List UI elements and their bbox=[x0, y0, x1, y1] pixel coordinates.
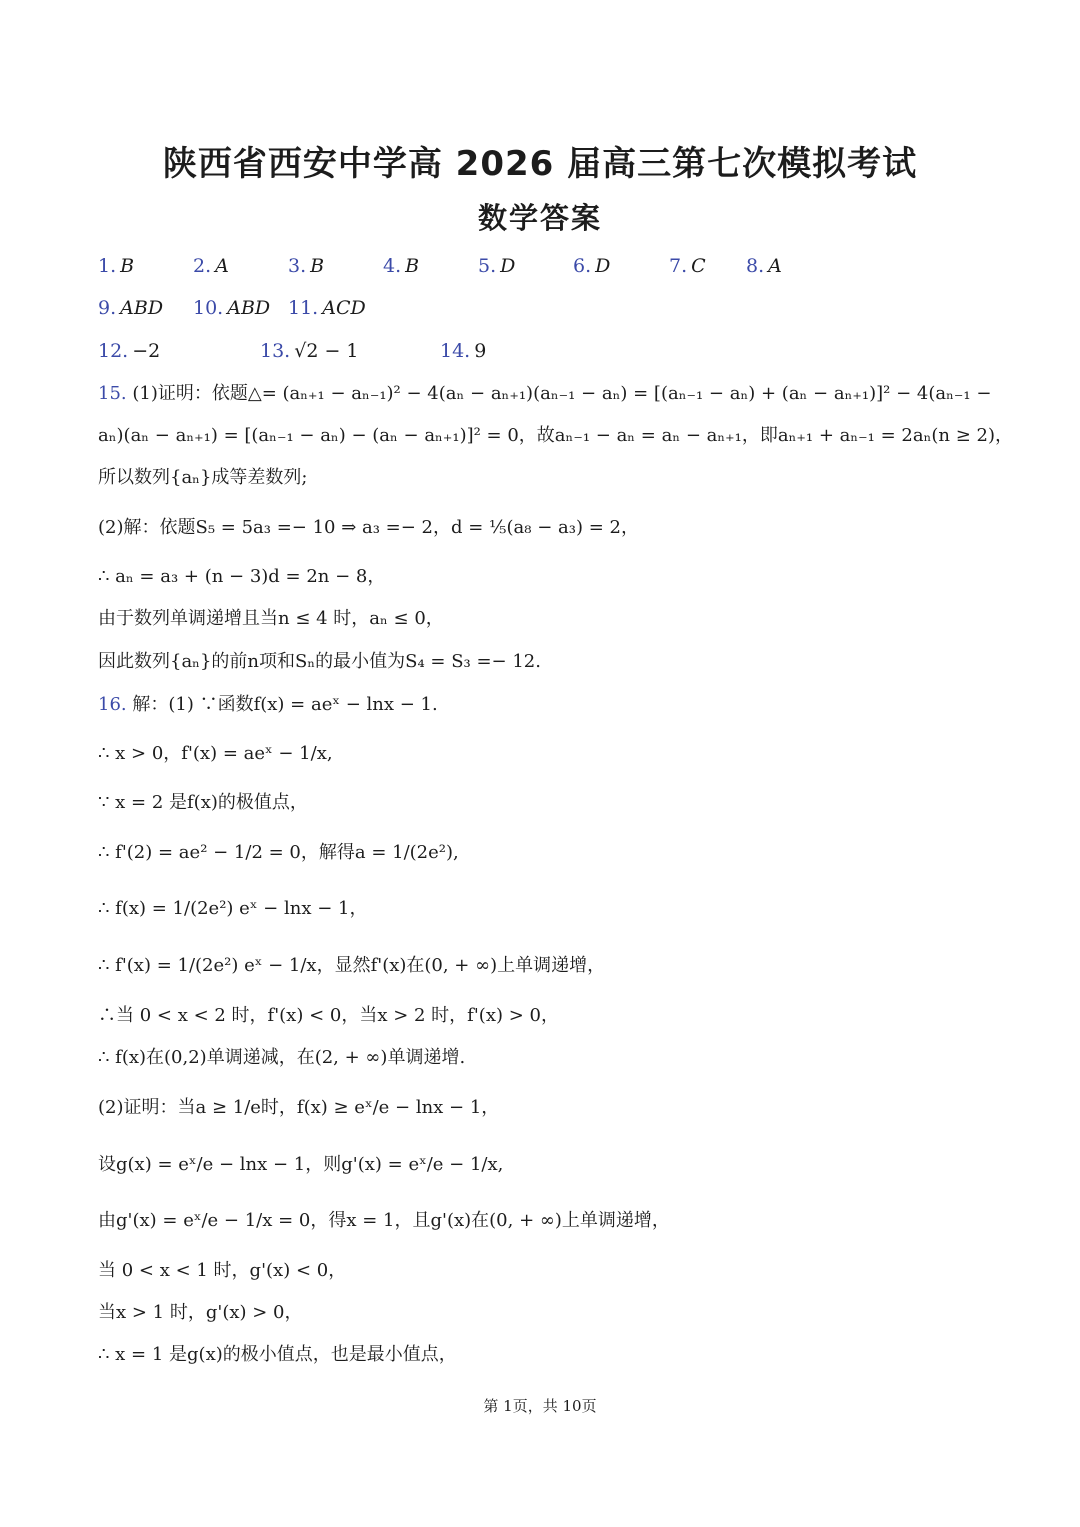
answer-item: 5. D bbox=[478, 255, 516, 277]
q16-line-2: ∴ x > 0，f'(x) = aeˣ − 1/x, bbox=[98, 743, 333, 764]
q16-line-11: 由g'(x) = eˣ/e − 1/x = 0，得x = 1，且g'(x)在(0, + ∞)上单调递增， bbox=[98, 1210, 670, 1231]
q16-line-10: 设g(x) = eˣ/e − lnx − 1，则g'(x) = eˣ/e − 1/x, bbox=[98, 1154, 504, 1175]
answer-item: 3. B bbox=[288, 255, 325, 277]
page-footer: 第 1页，共 10页 bbox=[483, 1397, 597, 1415]
q16-line-5: ∴ f(x) = 1/(2e²) eˣ − lnx − 1， bbox=[98, 898, 368, 919]
q16-line-7: ∴当 0 < x < 2 时，f'(x) < 0，当x > 2 时，f'(x) > 0， bbox=[98, 1005, 559, 1026]
q16-line-9: (2)证明：当a ≥ 1/e时，f(x) ≥ eˣ/e − lnx − 1， bbox=[98, 1097, 500, 1118]
q16-line-3: ∵ x = 2 是f(x)的极值点， bbox=[98, 792, 308, 813]
q15-line-4: (2)解：依题S₅ = 5a₃ =− 10 ⇒ a₃ =− 2，d = ⅕(a₈ − a₃) = 2， bbox=[98, 517, 639, 538]
q15-line-3: 所以数列{aₙ}成等差数列; bbox=[98, 467, 308, 488]
q15-line-2: aₙ)(aₙ − aₙ₊₁) = [(aₙ₋₁ − aₙ) − (aₙ − aₙ₊₁)]² = 0，故aₙ₋₁ − aₙ = aₙ − aₙ₊₁，即aₙ₊₁ + aₙ₋₁ = 2aₙ(n ≥ 2)， bbox=[98, 425, 1013, 446]
answer-item: 13. √2 − 1 bbox=[260, 340, 359, 362]
q16-line-4: ∴ f'(2) = ae² − 1/2 = 0，解得a = 1/(2e²), bbox=[98, 842, 459, 863]
answer-item: 12. −2 bbox=[98, 340, 161, 362]
answer-item: 2. A bbox=[193, 255, 229, 277]
q15-line-7: 因此数列{aₙ}的前n项和Sₙ的最小值为S₄ = S₃ =− 12. bbox=[98, 651, 541, 672]
q15-line-1: 15. (1)证明：依题△= (aₙ₊₁ − aₙ₋₁)² − 4(aₙ − aₙ₊₁)(aₙ₋₁ − aₙ) = [(aₙ₋₁ − aₙ) + (aₙ − aₙ₊₁)]² − 4(aₙ₋₁ − bbox=[98, 383, 992, 404]
q16-line-6: ∴ f'(x) = 1/(2e²) eˣ − 1/x，显然f'(x)在(0, + ∞)上单调递增， bbox=[98, 955, 606, 976]
answer-item: 6. D bbox=[573, 255, 611, 277]
q16-line-8: ∴ f(x)在(0,2)单调递减，在(2, + ∞)单调递增. bbox=[98, 1047, 466, 1068]
q16-line-12: 当 0 < x < 1 时，g'(x) < 0， bbox=[98, 1260, 347, 1281]
answer-item: 11. ACD bbox=[288, 297, 366, 319]
q15-line-5: ∴ aₙ = a₃ + (n − 3)d = 2n − 8， bbox=[98, 566, 386, 587]
q16-line-14: ∴ x = 1 是g(x)的极小值点，也是最小值点， bbox=[98, 1344, 457, 1365]
q16-line-13: 当x > 1 时，g'(x) > 0， bbox=[98, 1302, 303, 1323]
answer-item: 7. C bbox=[669, 255, 706, 277]
answer-item: 10. ABD bbox=[193, 297, 271, 319]
answer-item: 14. 9 bbox=[440, 340, 487, 362]
page-title: 陕西省西安中学高 2026 届高三第七次模拟考试 bbox=[162, 144, 918, 184]
q16-line-1: 16. 解：(1) ∵函数f(x) = aeˣ − lnx − 1. bbox=[98, 694, 438, 715]
answer-item: 1. B bbox=[98, 255, 135, 277]
q15-line-6: 由于数列单调递增且当n ≤ 4 时，aₙ ≤ 0， bbox=[98, 608, 444, 629]
page-subtitle: 数学答案 bbox=[477, 201, 602, 235]
answer-item: 4. B bbox=[383, 255, 420, 277]
answer-item: 8. A bbox=[746, 255, 782, 277]
answer-item: 9. ABD bbox=[98, 297, 164, 319]
